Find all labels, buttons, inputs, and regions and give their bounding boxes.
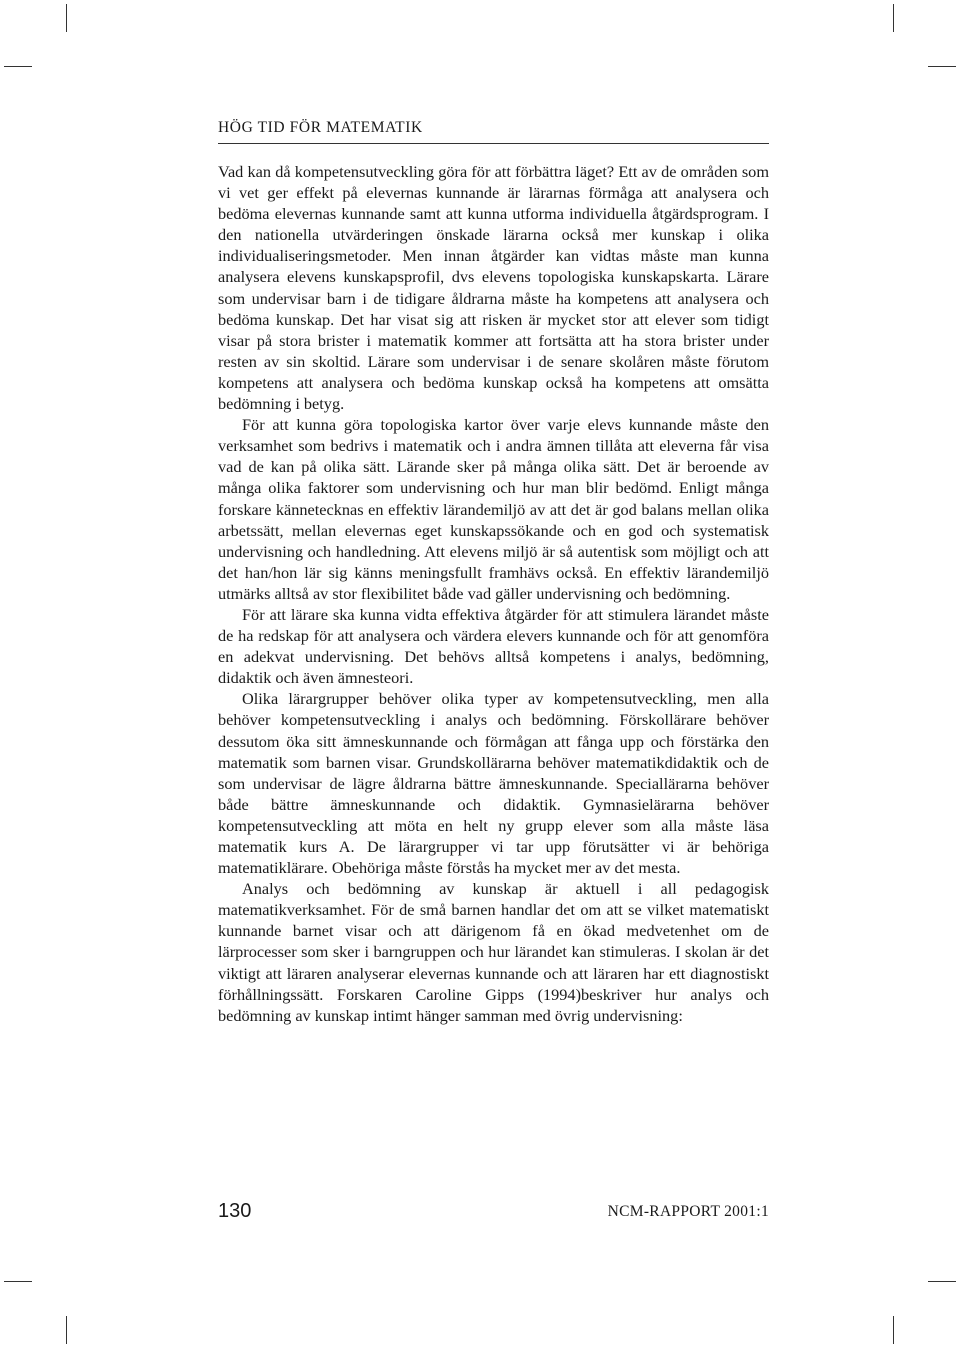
crop-mark-top-left [66,4,67,32]
crop-mark-top-left-h [4,66,32,67]
paragraph-5: Analys och bedömning av kunskap är aktuell i all pedagogisk matematikverksamhet. För de små barnen handlar det om att se vilket matematiskt kunnande barnet visar och att därigenom få en ökad medvetenhet om de lärprocesser som sker i barngruppen och hur lärandet kan stimuleras. I skolan är det viktigt att läraren analyserar elevernas kunnande och att läraren har ett diagnostiskt förhållningssätt. Forskaren Caroline Gipps (1994)beskriver hur analys och bedömning av kunskap intimt hänger samman med övrig undervisning: [218,879,769,1025]
crop-mark-top-right [893,4,894,32]
crop-mark-bottom-right-h [928,1281,956,1282]
report-identifier: NCM-RAPPORT 2001:1 [607,1203,769,1220]
page-number: 130 [218,1200,252,1222]
paragraph-3: För att lärare ska kunna vidta effektiva åtgärder för att stimulera lärandet måste de ha redskap för att analysera och värdera elevers kunnande och för att genomföra en adekvat undervisning. Det behövs alltså kompetens i analys, bedömning, didaktik och även ämnesteori. [218,604,769,688]
crop-mark-bottom-left [66,1316,67,1344]
crop-mark-bottom-right [893,1316,894,1344]
running-head-title: HÖG TID FÖR MATEMATIK [218,119,423,136]
paragraph-2: För att kunna göra topologiska kartor över varje elevs kunnande måste den verksamhet som bedrivs i matematik och i andra ämnen tillåta att eleverna får visa vad de kan på olika sätt. Lärande sker på många olika sätt. Det är beroende av många olika faktorer som undervisning och hur man blir bedömd. Enligt många forskare kännetecknas en effektiv lärandemiljö av att det är god balans mellan olika arbetssätt, mellan elevernas eget kunskapssökande och en god och systematisk undervisning och handledning. Att elevens miljö är så autentisk som möjligt och att det han/hon lär sig känns meningsfullt framhävs också. En effektiv lärandemiljö utmärks alltså av stor flexibilitet både vad gäller undervisning och bedömning. [218,415,769,603]
crop-mark-bottom-left-h [4,1281,32,1282]
running-head [218,119,769,144]
paragraph-4: Olika lärargrupper behöver olika typer av kompetensutveckling, men alla behöver kompetensutveckling i analys och bedömning. Förskollärare behöver dessutom öka sitt ämneskunnande och förmågan att fånga upp och förstärka den matematik som barnen visar. Grundskollärarna behöver matematikdidaktik och de som undervisar de lägre åldrarna bättre ämneskunnande. Speciallärarna behöver både bättre ämneskunnande och didaktik. Gymnasielärarna behöver kompetensutveckling att möta en helt ny grupp elever som alla måste läsa matematik kurs A. De lärargrupper vi tar upp förutsätter vi är behöriga matematiklärare. Obehöriga måste förstås ha mycket mer av det mesta. [218,689,769,878]
crop-mark-top-right-h [928,66,956,67]
paragraph-1: Vad kan då kompetensutveckling göra för att förbättra läget? Ett av de områden som vi vet ger effekt på elevernas kunnande är lärarnas förmåga att analysera och bedöma elevernas kunnande samt att kunna utforma individuella åtgärdsprogram. I den nationella utvärderingen önskade lärarna också mer kunskap i olika individualiseringsmetoder. Men innan åtgärder kan vidtas måste man kunna analysera elevens kunskapsprofil, dvs elevens topologiska kunskapskarta. Lärare som undervisar barn i de tidigare åldrarna måste ha kompetens att analysera och bedöma kunskap. Det har visat sig att risken är mycket stor att elever som tidigt visar på stora brister i matematik kommer att fortsätta att ha stora brister under resten av sin skoltid. Lärare som undervisar i de senare skolåren måste förutom kompetens att analysera och bedöma kunskap också ha kompetens att omsätta bedömning i betyg. [218,162,769,414]
body-text [218,161,769,1026]
